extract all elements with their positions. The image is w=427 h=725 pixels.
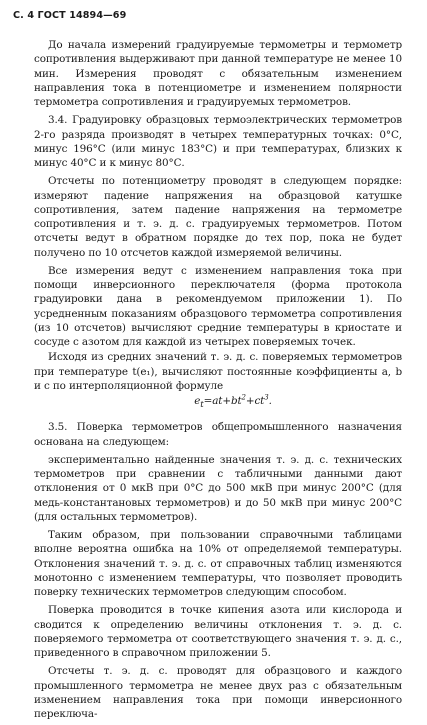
formula-exponent-3: 3 xyxy=(264,393,269,402)
paragraph: 3.5. Поверка термометров общепромышленного назначения основана на следующем: xyxy=(34,421,402,448)
formula-tail: . xyxy=(268,395,272,407)
document-body xyxy=(34,38,402,725)
formula-exponent-2: 2 xyxy=(241,393,246,402)
paragraph: Исходя из средних значений т. э. д. с. поверяемых термометров при температуре t(e₁), вычисляют постоянные коэффициенты a, b и c по интерполяционной формуле xyxy=(34,351,402,392)
formula-rhs-part-2: +ct xyxy=(245,395,265,407)
formula-rhs-part-1: =at+bt xyxy=(203,395,242,407)
formula-lhs: e xyxy=(194,395,201,407)
paragraph: Таким образом, при пользовании справочными таблицами вполне вероятна ошибка на 10% от определяемой температуры. Отклонения значений т. э. д. с. от справочных таблиц изменяются монотонно с изменением температуры, что позволяет проводить поверку технических термометров следующим способом. xyxy=(34,529,402,599)
paragraph: До начала измерений градуируемые термометры и термометр сопротивления выдерживают при данной температуре не менее 10 мин. Измерения проводят с обязательным изменением направления тока в потенциометре и изменением полярности термометра сопротивления и градуируемых термометров. xyxy=(34,39,402,108)
interpolation-formula xyxy=(34,394,402,412)
paragraph: Отсчеты т. э. д. с. проводят для образцового и каждого промышленного термометра не менее двух раз с обязательным изменением направления тока при помощи инверсионного переключа- xyxy=(34,665,402,721)
paragraph: Поверка проводится в точке кипения азота или кислорода и сводится к определению величины отклонения т. э. д. с. поверяемого термометра от соответствующего значения т. э. д. с., приведенного в справочном приложении 5. xyxy=(34,604,402,660)
formula-lhs-subscript: t xyxy=(200,400,204,411)
page-header: С. 4 ГОСТ 14894—69 xyxy=(13,10,127,21)
paragraph: экспериментально найденные значения т. э. д. с. технических термометров при сравнении с табличными данными дают отклонения от 0 мкВ при 0°С до 500 мкВ при минус 200°С (для медь-константановых термометров) и до 50 мкВ при минус 200°С (для остальных термометров). xyxy=(34,453,402,523)
paragraph: Отсчеты по потенциометру проводят в следующем порядке: измеряют падение напряжения на образцовой катушке сопротивления, затем падение напряжения на термометре сопротивления и т. э. д. с. градуируемых термометров. Потом отсчеты ведут в обратном порядке до тех пор, пока не будет получено по 10 отсчетов каждой измеряемой величины. xyxy=(34,175,402,259)
paragraph: Все измерения ведут с изменением направления тока при помощи инверсионного переключателя (форма протокола градуировки дана в рекомендуемом приложении 1). По усредненным показаниям образцового термометра сопротивления (из 10 отсчетов) вычисляют средние температуры в криостате и сосуде с азотом для каждой из четырех поверяемых точек. xyxy=(34,264,402,348)
paragraph: 3.4. Градуировку образцовых термоэлектрических термометров 2-го разряда производят в четырех температурных точках: 0°С, минус 196°С (или минус 183°С) и при температурах, близких к минус 40°С и к минус 80°С. xyxy=(34,114,402,169)
